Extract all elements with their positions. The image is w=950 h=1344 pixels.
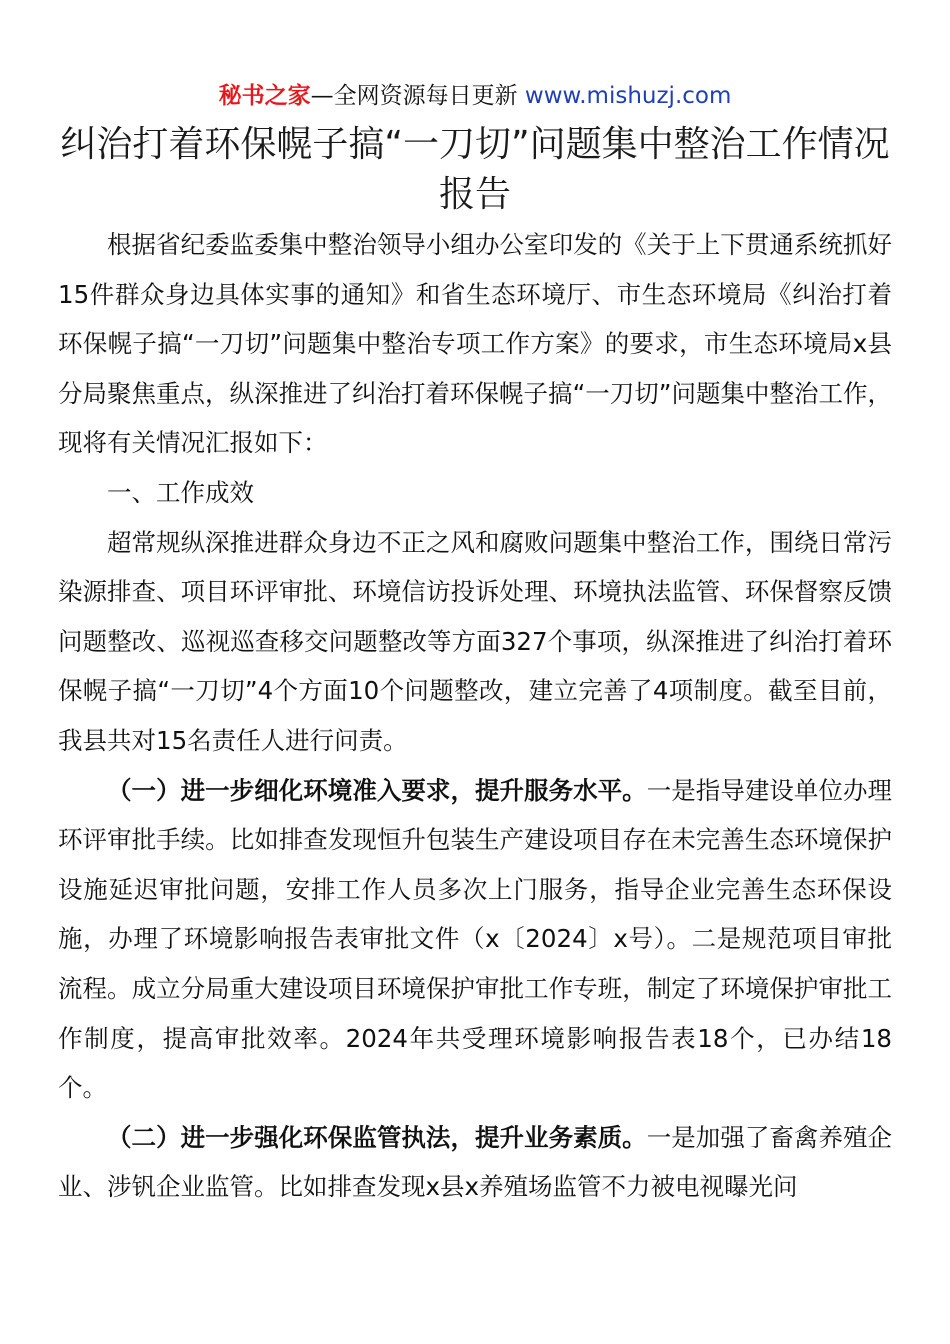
site-tagline: —全网资源每日更新 — [310, 83, 525, 109]
site-url-link[interactable]: www.mishuzj.com — [524, 83, 732, 109]
item-heading-2: （二）进一步强化环保监管执法，提升业务素质。 — [107, 1122, 647, 1152]
document-title: 纠治打着环保幌子搞“一刀切”问题集中整治工作情况报告 — [60, 124, 890, 215]
item-text-2: 一是加强了畜禽养殖企业、涉钒企业监管。比如排查发现x县x养殖场监管不力被电视曝光问 — [58, 1122, 893, 1202]
summary-paragraph: 超常规纵深推进群众身边不正之风和腐败问题集中整治工作，围绕日常污染源排查、项目环评审批、环境信访投诉处理、环境执法监管、环保督察反馈问题整改、巡视巡查移交问题整改等方面327个事项，纵深推进了纠治打着环保幌子搞“一刀切”4个方面10个问题整改，建立完善了4项制度。截至目前，我县共对15名责任人进行问责。 — [58, 527, 892, 755]
section-heading-achievements: 一、工作成效 — [107, 477, 254, 507]
site-header — [0, 80, 950, 112]
document-body — [58, 220, 892, 1212]
intro-paragraph: 根据省纪委监委集中整治领导小组办公室印发的《关于上下贯通系统抓好15件群众身边具体实事的通知》和省生态环境厅、市生态环境局《纠治打着环保幌子搞“一刀切”问题集中整治专项工作方案》的要求，市生态环境局x县分局聚焦重点，纵深推进了纠治打着环保幌子搞“一刀切”问题集中整治工作，现将有关情况汇报如下： — [58, 230, 892, 458]
item-text-1: 一是指导建设单位办理环评审批手续。比如排查发现恒升包装生产建设项目存在未完善生态环境保护设施延迟审批问题，安排工作人员多次上门服务，指导企业完善生态环保设施，办理了环境影响报告表审批文件（x〔2024〕x号）。二是规范项目审批流程。成立分局重大建设项目环境保护审批工作专班，制定了环境保护审批工作制度，提高审批效率。2024年共受理环境影响报告表18个，已办结18个。 — [58, 775, 893, 1103]
item-paragraph-2 — [58, 1113, 892, 1212]
item-paragraph-1 — [58, 766, 892, 1113]
item-heading-1: （一）进一步细化环境准入要求，提升服务水平。 — [107, 775, 647, 805]
brand-name: 秘书之家 — [218, 83, 311, 109]
